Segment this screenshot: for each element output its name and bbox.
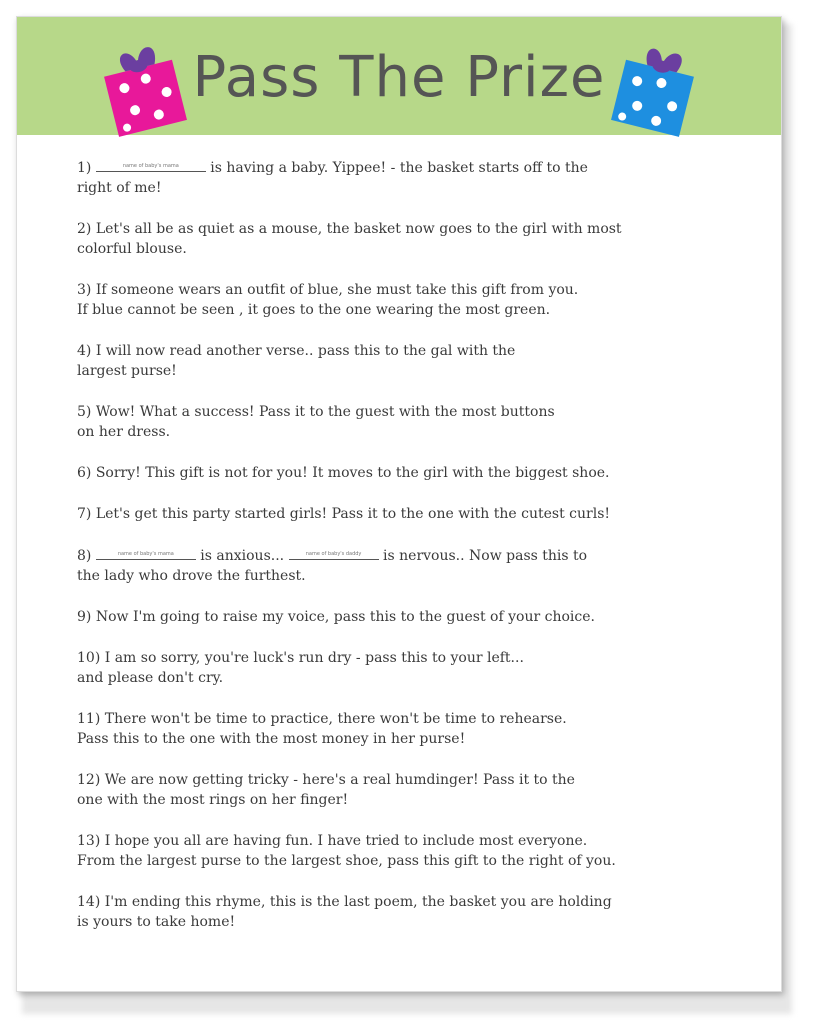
verse-text: I hope you all are having fun. I have tried to include most everyone. From the largest purse to the largest shoe, pass this gift to the right of you. [77, 833, 616, 869]
verse-3 [77, 280, 717, 320]
verse-number: 5) [77, 404, 92, 420]
verse-14 [77, 892, 717, 932]
verse-number: 9) [77, 609, 92, 625]
blank-field [96, 157, 206, 178]
verse-11 [77, 709, 717, 749]
blank-field [96, 545, 196, 566]
verse-12 [77, 770, 717, 810]
verse-number: 2) [77, 221, 92, 237]
verse-10 [77, 648, 717, 688]
verse-number: 13) [77, 833, 101, 849]
verse-text: Wow! What a success! Pass it to the guest with the most buttons on her dress. [77, 404, 555, 440]
verse-number: 11) [77, 711, 101, 727]
verse-1 [77, 157, 717, 198]
verse-number: 7) [77, 506, 92, 522]
header-banner [17, 17, 781, 135]
verse-13 [77, 831, 717, 871]
verse-text: I am so sorry, you're luck's run dry - pass this to your left... and please don't cry. [77, 650, 524, 686]
verse-text: Let's get this party started girls! Pass it to the one with the cutest curls! [95, 506, 610, 522]
blank-hint: name of baby's mama [117, 551, 174, 557]
verse-number: 8) [77, 548, 92, 564]
verse-number: 3) [77, 282, 92, 298]
verse-text: There won't be time to practice, there won't be time to rehearse. Pass this to the one with the most money in her purse! [77, 711, 567, 747]
verse-7 [77, 504, 717, 524]
verse-number: 12) [77, 772, 101, 788]
blue-gift-icon [597, 37, 707, 137]
verse-text: Let's all be as quiet as a mouse, the basket now goes to the girl with most colorful blouse. [77, 221, 622, 257]
blank-hint: name of baby's mama [122, 163, 179, 169]
verse-number: 1) [77, 160, 92, 176]
verse-8 [77, 545, 717, 586]
verse-text: is having a baby. Yippee! - the basket starts off to the right of me! [77, 160, 588, 196]
verse-4 [77, 341, 717, 381]
verse-2 [77, 219, 717, 259]
game-sheet [16, 16, 782, 992]
verse-text: If someone wears an outfit of blue, she must take this gift from you. If blue cannot be seen , it goes to the one wearing the most green. [77, 282, 579, 318]
page-title: Pass The Prize [192, 45, 606, 110]
verse-list [77, 157, 717, 953]
verse-number: 6) [77, 465, 92, 481]
verse-5 [77, 402, 717, 442]
verse-number: 10) [77, 650, 101, 666]
verse-text: is nervous.. Now pass this to the lady who drove the furthest. [77, 548, 588, 584]
verse-text: I will now read another verse.. pass this to the gal with the largest purse! [77, 343, 516, 379]
verse-number: 14) [77, 894, 101, 910]
verse-6 [77, 463, 717, 483]
verse-text: I'm ending this rhyme, this is the last poem, the basket you are holding is yours to take home! [77, 894, 612, 930]
verse-9 [77, 607, 717, 627]
blank-field [289, 545, 379, 566]
blank-hint: name of baby's daddy [305, 551, 362, 557]
verse-number: 4) [77, 343, 92, 359]
verse-text: We are now getting tricky - here's a real humdinger! Pass it to the one with the most rings on her finger! [77, 772, 575, 808]
verse-text: Sorry! This gift is not for you! It moves to the girl with the biggest shoe. [95, 465, 610, 481]
verse-text: Now I'm going to raise my voice, pass this to the guest of your choice. [95, 609, 595, 625]
verse-text: is anxious... [200, 548, 285, 564]
